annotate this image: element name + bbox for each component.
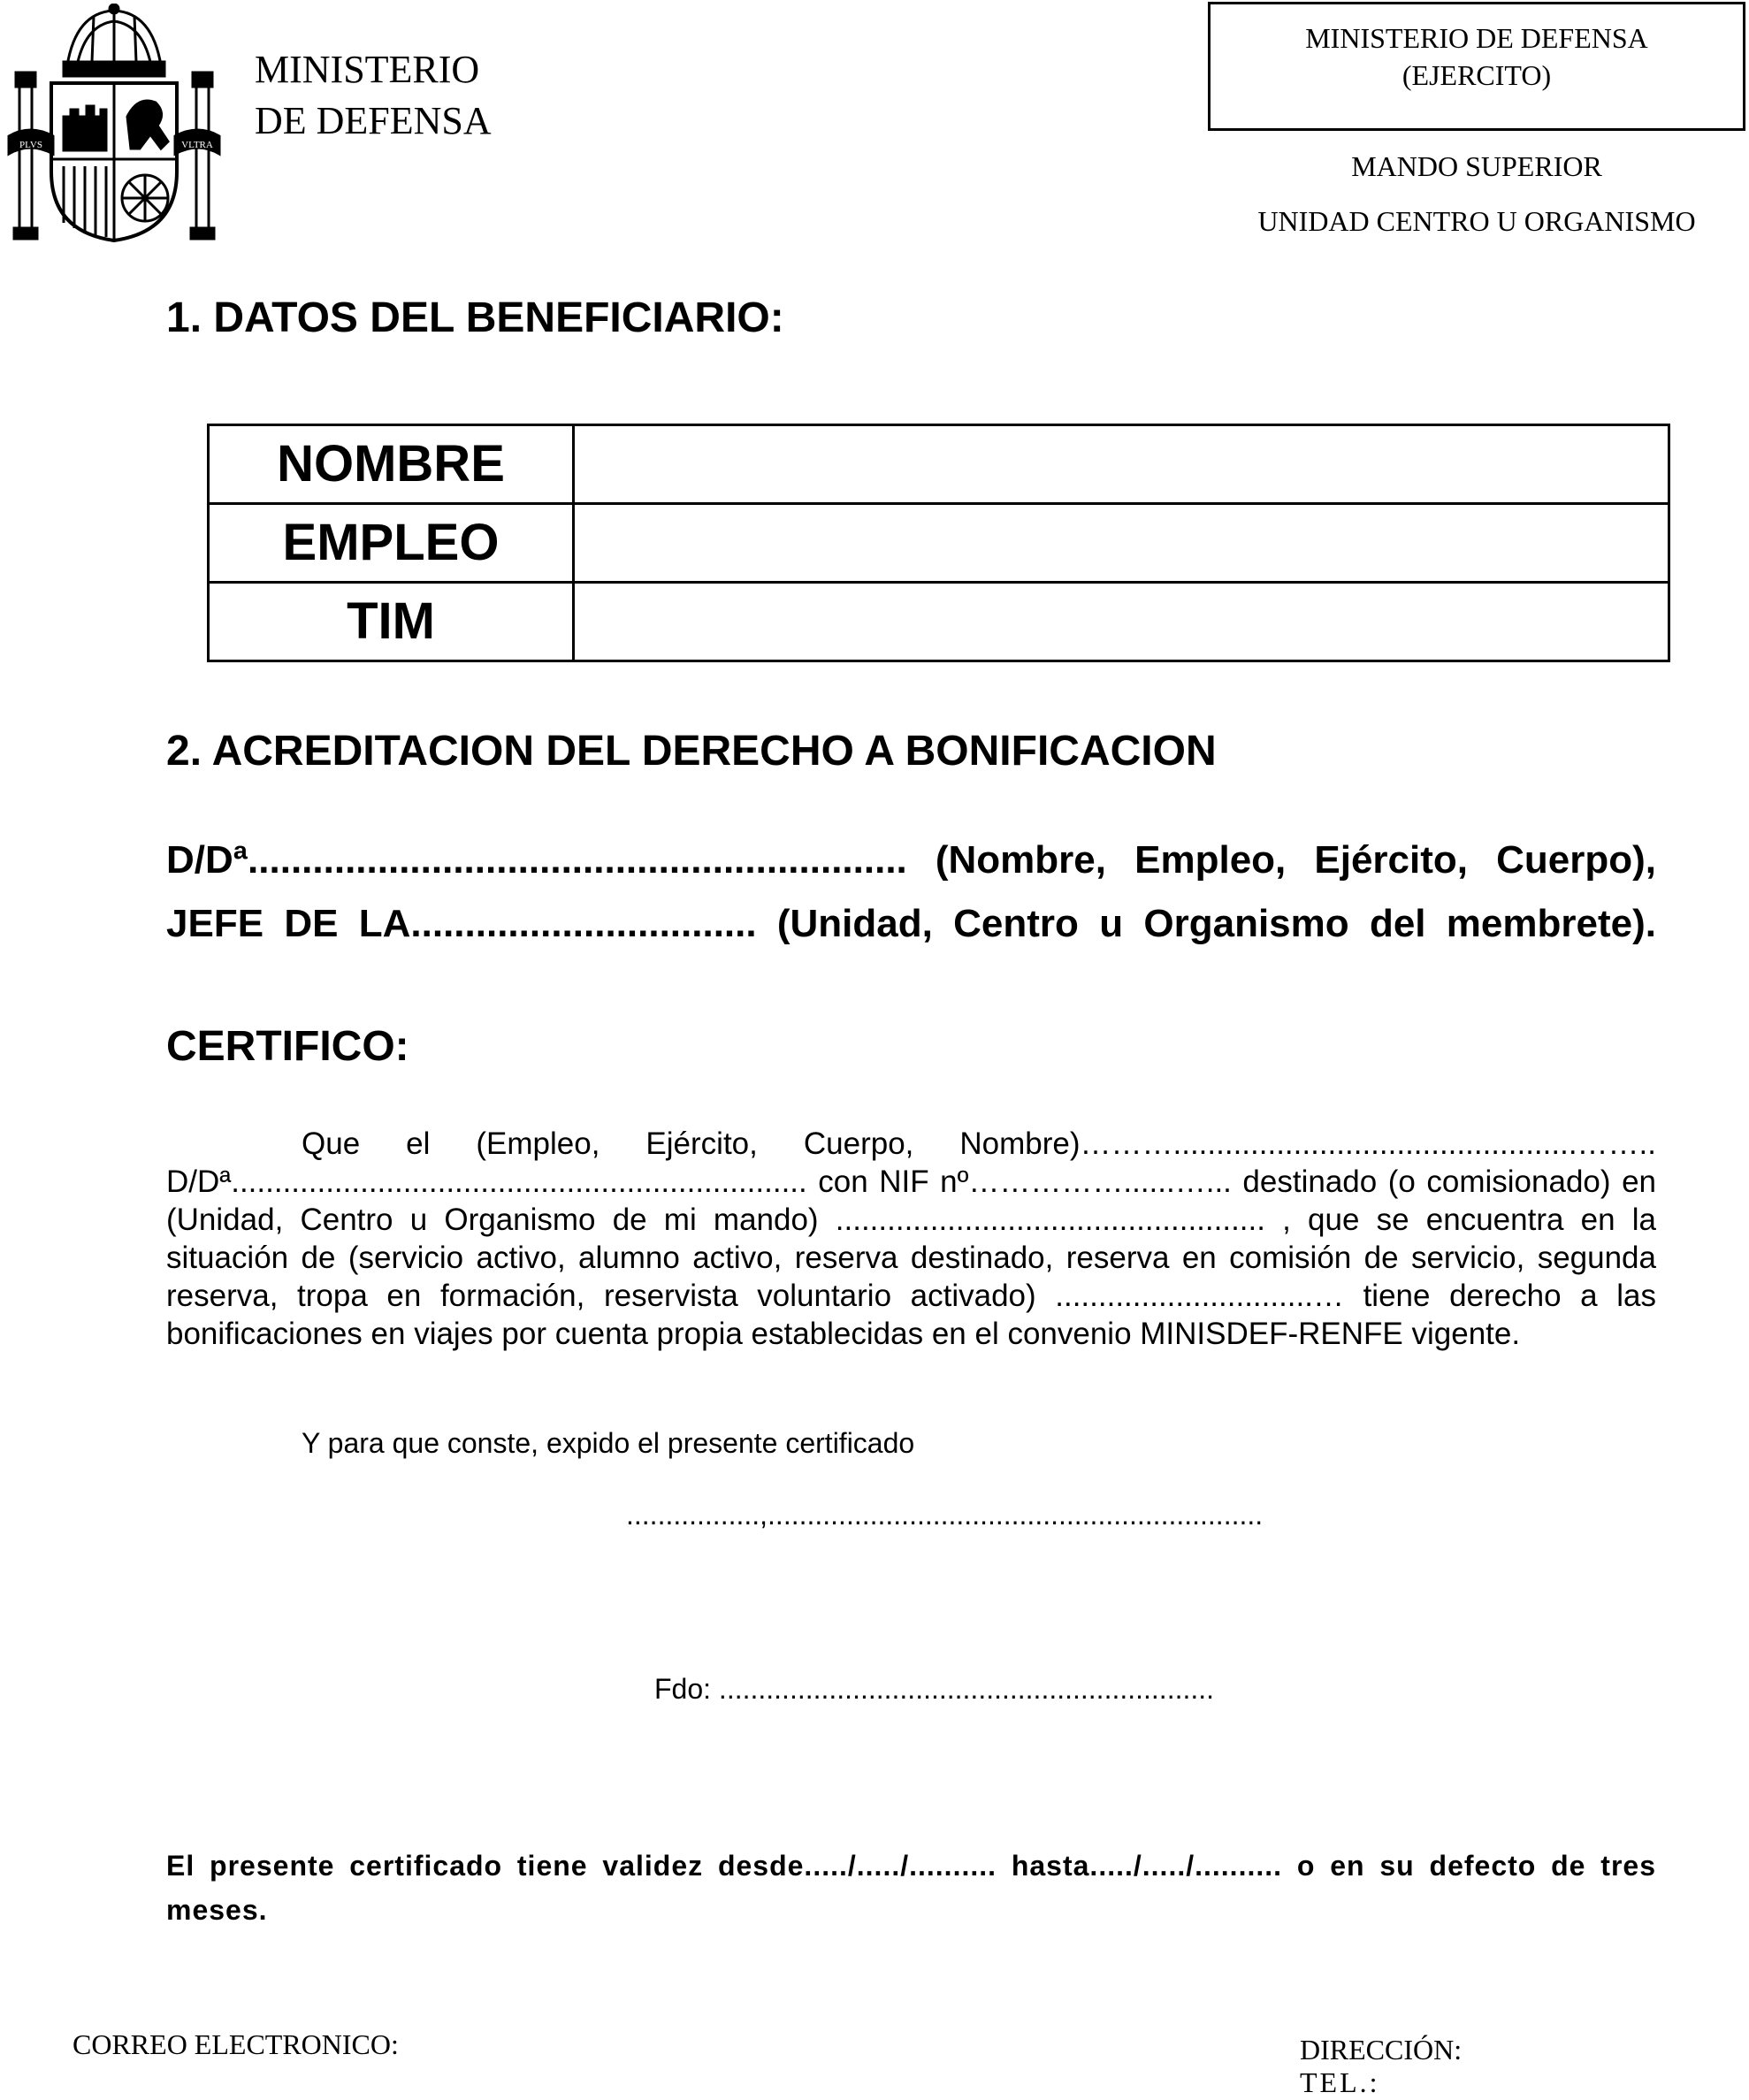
unidad-centro: UNIDAD CENTRO U ORGANISMO [1257,205,1696,237]
ministry-name-line2: DE DEFENSA [255,99,492,142]
header-box [1208,2,1745,131]
place-date-line: .................,............................................................... [626,1499,1264,1531]
tel-label: TEL.: [1300,2066,1380,2098]
conste-line: Y para que conste, expido el presente certificado [302,1427,915,1459]
signature-line: Fdo: ............................................................... [654,1673,1215,1705]
jefe-line: JEFE DE LA................................ (Unidad, Centro u Organismo del membrete). [166,902,1656,945]
header-box-line2: (EJERCITO) [1401,59,1552,91]
table-row-value[interactable] [574,504,1669,583]
table-row-label: EMPLEO [209,504,574,583]
certificate-body [166,1125,1656,1353]
ministry-name [255,44,492,147]
table-row [209,504,1669,583]
table-row-value[interactable] [574,425,1669,504]
svg-text:PLVS: PLVS [19,140,42,150]
certifico-heading: CERTIFICO: [166,1023,409,1070]
table-row-label: TIM [209,583,574,661]
email-label: CORREO ELECTRONICO: [73,2028,399,2060]
validity-note: El presente certificado tiene validez desde...../...../.......... hasta...../...../.......... o en su defecto de tres meses. [166,1850,1656,1926]
dd-line: D/Dª............................................................. (Nombre, Empleo, Ejército, Cuerpo), [166,838,1656,882]
table-row-label: NOMBRE [209,425,574,504]
address-label: DIRECCIÓN: [1300,2034,1463,2066]
certificate-body-text: Que el (Empleo, Ejército, Cuerpo, Nombre)………...............................................…….. D/Dª................................................................... con NIF nº……………......…... destinado (o comisionado) en (Unidad, Centro u Organismo de mi mando) .................................................. , que se encuentra en la situación de (servicio activo, alumno activo, reserva destinado, reserva en comisión de servicio, segunda reserva, tropa en formación, reservista voluntario activado) ..............................… tiene derecho a las bonificaciones en viajes por cuenta propia establecidas en el convenio MINISDEF-RENFE vigente. [166,1126,1656,1351]
header-box-line1: MINISTERIO DE DEFENSA [1305,22,1648,54]
coat-of-arms-icon [5,4,223,244]
ministry-name-line1: MINISTERIO [255,48,480,91]
table-row [209,425,1669,504]
table-row [209,583,1669,661]
table-row-value[interactable] [574,583,1669,661]
beneficiary-table [207,424,1670,662]
svg-text:VLTRA: VLTRA [181,140,213,150]
section1-title: 1. DATOS DEL BENEFICIARIO: [166,294,784,341]
mando-superior: MANDO SUPERIOR [1351,150,1602,182]
section2-title: 2. ACREDITACION DEL DERECHO A BONIFICACION [166,728,1217,775]
